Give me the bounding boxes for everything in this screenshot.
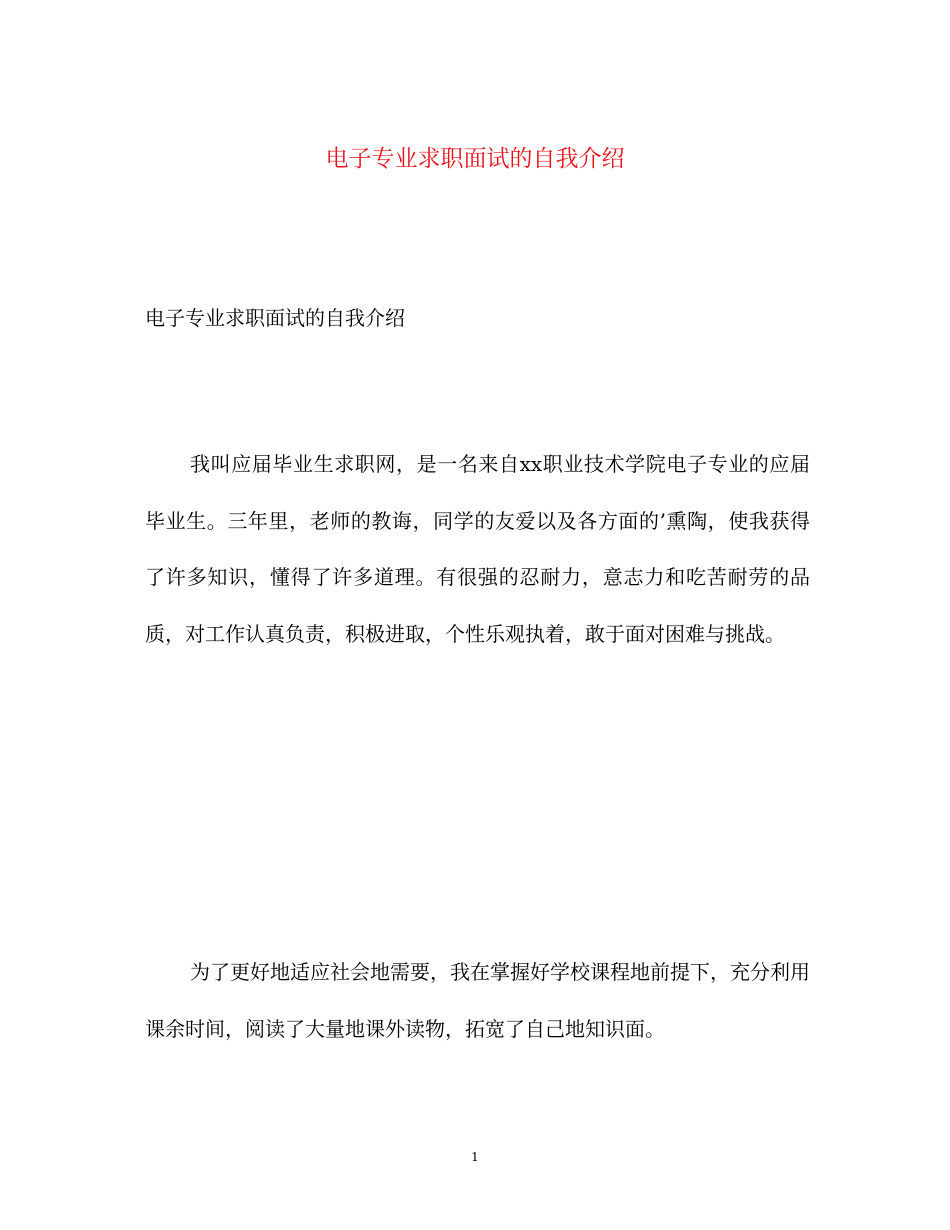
document-title: 电子专业求职面试的自我介绍 (325, 146, 625, 172)
body-paragraph-1: 我叫应届毕业生求职网，是一名来自xx职业技术学院电子专业的应届毕业生。三年里，老师的教诲，同学的友爱以及各方面的’熏陶，使我获得了许多知识，懂得了许多道理。有很强的忍耐力，意志力和吃苦耐劳的品质，对工作认真负责，积极进取，个性乐观执着，敢于面对困难与挑战。 (145, 452, 810, 646)
page-number: 1 (471, 1150, 479, 1164)
document-subheading: 电子专业求职面试的自我介绍 (145, 306, 405, 330)
body-paragraph-2: 为了更好地适应社会地需要，我在掌握好学校课程地前提下，充分利用课余时间，阅读了大量地课外读物，拓宽了自己地知识面。 (145, 960, 810, 1041)
